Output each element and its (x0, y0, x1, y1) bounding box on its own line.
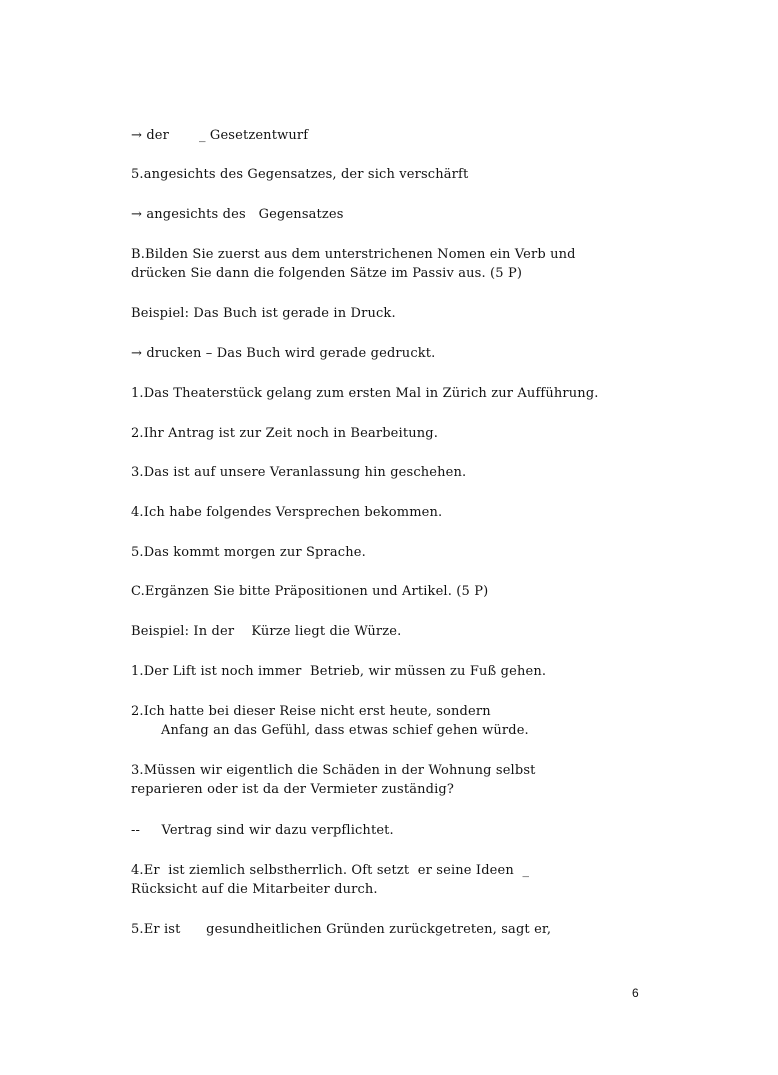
answer-example-line: → der _ Gesetzentwurf (131, 128, 309, 143)
section-b-example: Beispiel: Das Buch ist gerade in Druck. (131, 306, 396, 321)
exercise-item-5: 5.angesichts des Gegensatzes, der sich verschärft (131, 167, 469, 182)
section-c-item-2: 2.Ich hatte bei dieser Reise nicht erst heute, sondern (131, 704, 491, 719)
section-b-heading: B.Bilden Sie zuerst aus dem unterstrichenen Nomen ein Verb und (131, 247, 576, 262)
section-c-item-3-cont: reparieren oder ist da der Vermieter zuständig? (131, 782, 455, 797)
section-b-item-3: 3.Das ist auf unsere Veranlassung hin geschehen. (131, 465, 467, 480)
page-number: 6 (632, 986, 639, 1000)
section-c-item-5: 5.Er ist gesundheitlichen Gründen zurückgetreten, sagt er, (131, 922, 552, 937)
section-c-item-4: 4.Er ist ziemlich selbstherrlich. Oft setzt er seine Ideen _ (131, 863, 530, 878)
section-c-item-2-cont: Anfang an das Gefühl, dass etwas schief gehen würde. (131, 723, 529, 738)
section-b-heading-cont: drücken Sie dann die folgenden Sätze im Passiv aus. (5 P) (131, 266, 523, 281)
section-b-item-2: 2.Ihr Antrag ist zur Zeit noch in Bearbeitung. (131, 426, 439, 441)
section-b-example-answer: → drucken – Das Buch wird gerade gedruckt. (131, 346, 436, 361)
section-c-item-3: 3.Müssen wir eigentlich die Schäden in der Wohnung selbst (131, 763, 536, 778)
section-c-example: Beispiel: In der Kürze liegt die Würze. (131, 624, 402, 639)
section-b-item-4: 4.Ich habe folgendes Versprechen bekommen. (131, 505, 443, 520)
answer-line: → angesichts des Gegensatzes (131, 207, 344, 222)
section-c-heading: C.Ergänzen Sie bitte Präpositionen und Artikel. (5 P) (131, 584, 489, 599)
section-c-item-4-cont: Rücksicht auf die Mitarbeiter durch. (131, 882, 378, 897)
section-b-item-1: 1.Das Theaterstück gelang zum ersten Mal in Zürich zur Aufführung. (131, 386, 599, 401)
section-c-item-1: 1.Der Lift ist noch immer Betrieb, wir müssen zu Fuß gehen. (131, 664, 547, 679)
section-c-item-3-answer: -- Vertrag sind wir dazu verpflichtet. (131, 823, 394, 838)
section-b-item-5: 5.Das kommt morgen zur Sprache. (131, 545, 366, 560)
